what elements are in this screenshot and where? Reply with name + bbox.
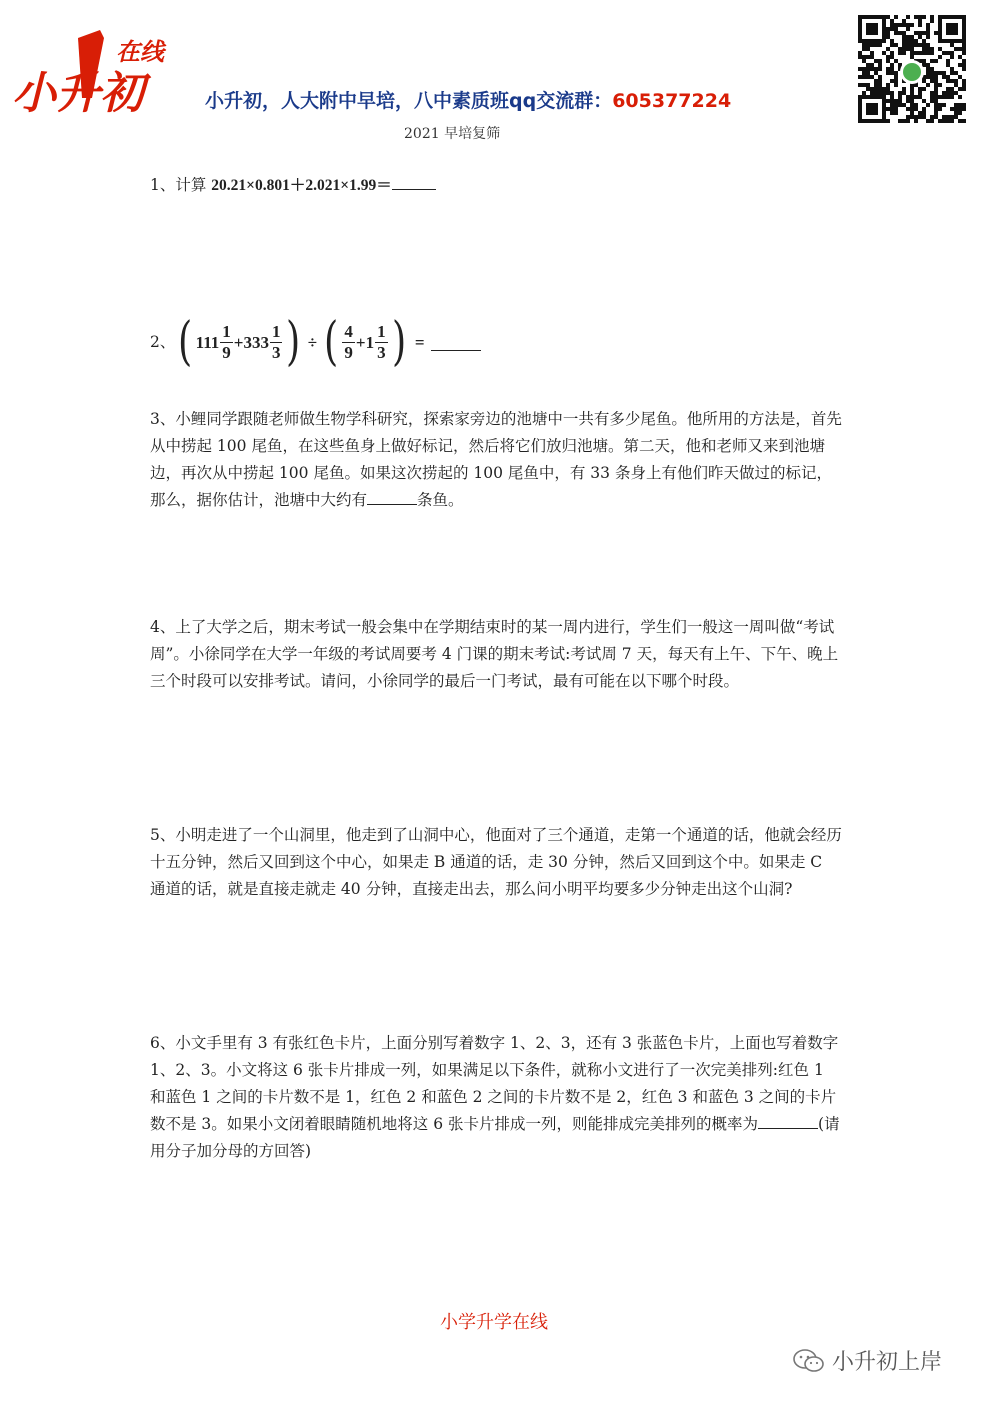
page-subtitle: 2021 早培复筛 (404, 126, 501, 142)
fraction: $\frac{1}{3}$ (271, 321, 281, 362)
left-paren: ( (324, 312, 339, 372)
answer-blank (431, 334, 481, 351)
footer-text: 小学升学在线 (440, 1312, 548, 1333)
watermark-text: 小升初上岸 (832, 1350, 943, 1375)
banner-text: 小升初，人大附中早培，八中素质班qq交流群： (205, 90, 613, 112)
answer-blank (758, 1112, 818, 1129)
question-4 (150, 614, 842, 695)
right-paren: ) (391, 312, 406, 372)
question-6 (150, 1030, 842, 1165)
site-logo (8, 28, 178, 118)
question-6-text: 6、小文手里有 3 有张红色卡片，上面分别写着数字 1、2、3，还有 3 张蓝色卡片，上面也写着数字 1、2、3。小文将这 6 张卡片排成一列，如果满足以下条件，就称小文进行了一次完美排列:红色 1 和蓝色 1 之间的卡片数不是 1，红色 2 和蓝色 2 之间的卡片数不是 2，红色 3 和蓝色 3 之间的卡片数不是 3。如果小文闭着眼睛随机地将这 6 张卡片排成一列，则能排成完美排列的概率为 (150, 1034, 839, 1133)
question-5-text: 5、小明走进了一个山洞里，他走到了山洞中心，他面对了三个通道，走第一个通道的话，他就会经历十五分钟，然后又回到这个中心，如果走 B 通道的话，走 30 分钟，然后又回到这个中。如果走 C 通道的话，就是直接走就走 40 分钟，直接走出去，那么问小明平均要多少分钟走出这个山洞? (150, 826, 842, 898)
logo-graphic (8, 28, 178, 118)
equals-sign: = (414, 332, 425, 352)
group-banner (205, 86, 825, 113)
question-5 (150, 822, 842, 903)
question-4-text: 4、上了大学之后，期末考试一般会集中在学期结束时的某一周内进行，学生们一般这一周叫做“考试周”。小徐同学在大学一年级的考试周要考 4 门课的期末考试:考试周 7 天，每天有上午、下午、晚上三个时段可以安排考试。请问，小徐同学的最后一门考试，最有可能在以下哪个时段。 (150, 618, 839, 690)
qr-code-icon (858, 12, 966, 126)
question-2-label: 2、 (150, 332, 176, 351)
wechat-watermark (792, 1345, 942, 1376)
whole-number: 111 (195, 332, 220, 352)
question-1-label: 1、计算 (150, 176, 212, 194)
right-paren: ) (286, 312, 301, 372)
fraction: $\frac{1}{3}$ (377, 321, 386, 362)
question-3-text: 3、小鲤同学跟随老师做生物学科研究，探索家旁边的池塘中一共有多少尾鱼。他所用的方法是，首先从中捞起 100 尾鱼，在这些鱼身上做好标记，然后将它们放归池塘。第二天，他和老师又来到池塘边，再次从中捞起 100 尾鱼。如果这次捞起的 100 尾鱼中，有 33 条身上有他们昨天做过的标记，那么，据你估计，池塘中大约有 (150, 410, 842, 509)
answer-blank (367, 488, 417, 505)
answer-blank (392, 173, 436, 190)
fraction: $\frac{1}{9}$ (222, 321, 231, 362)
whole-number: +1 (355, 332, 375, 352)
fraction: $\frac{4}{9}$ (344, 321, 353, 362)
whole-number: +333 (233, 332, 269, 352)
question-6-tail: (请用分子加分母的方回答) (150, 1115, 840, 1160)
question-3-tail: 条鱼。 (417, 491, 464, 509)
question-1-expression: 20.21×0.801＋2.021×1.99＝ (211, 177, 392, 194)
question-3 (150, 406, 842, 514)
left-paren: ( (178, 312, 193, 372)
wechat-icon (792, 1348, 826, 1374)
divide-sign: ÷ (307, 332, 318, 352)
question-2 (150, 312, 842, 372)
svg-text:小升初: 小升初 (12, 68, 144, 118)
banner-qq-number: 605377224 (612, 90, 732, 112)
svg-text:在线: 在线 (116, 38, 164, 66)
question-1 (150, 172, 842, 199)
